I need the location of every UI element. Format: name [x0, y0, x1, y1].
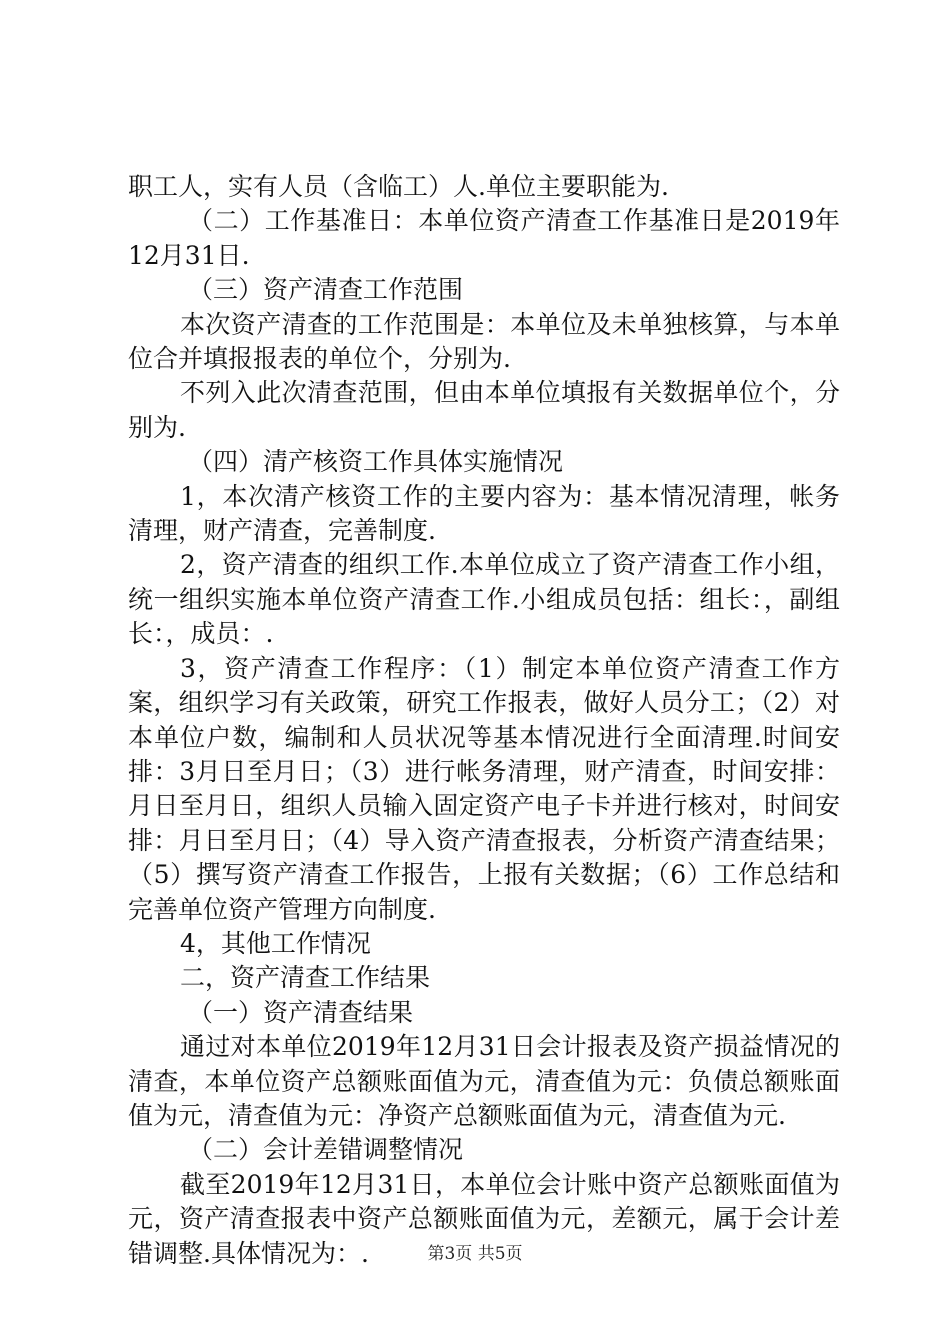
paragraph-results-subheading: （一）资产清查结果: [188, 997, 414, 1027]
paragraph-excluded: 不列入此次清查范围，但由本单位填报有关数据单位个，分别为.: [128, 378, 840, 442]
paragraph-implementation-heading: （四）清产核资工作具体实施情况: [188, 447, 564, 477]
document-body: [128, 170, 840, 1271]
paragraph-staff-info: 职工人，实有人员（含临工）人.单位主要职能为.: [128, 172, 669, 201]
paragraph-procedure: 3，资产清查工作程序：（1）制定本单位资产清查工作方案，组织学习有关政策，研究工作报表，做好人员分工；（2）对本单位户数，编制和人员状况等基本情况进行全面清理.时间安排：3月日至月日；（3）进行帐务清理，财产清查，时间安排：月日至月日，组织人员输入固定资产电子卡并进行核对，时间安排：月日至月日；（4）导入资产清查报表，分析资产清查结果；（5）撰写资产清查工作报告，上报有关数据；（6）工作总结和完善单位资产管理方向制度.: [128, 653, 840, 924]
paragraph-organization: 2，资产清查的组织工作.本单位成立了资产清查工作小组，统一组织实施本单位资产清查工作.小组成员包括：组长：，副组长：，成员：.: [128, 550, 840, 649]
paragraph-base-date: （二）工作基准日：本单位资产清查工作基准日是2019年12月31日.: [128, 206, 840, 270]
paragraph-adjustment: 截至2019年12月31日，本单位会计账中资产总额账面值为元，资产清查报表中资产总额账面值为元，差额元，属于会计差错调整.具体情况为：.: [128, 1169, 840, 1268]
paragraph-results: 通过对本单位2019年12月31日会计报表及资产损益情况的清查，本单位资产总额账面值为元，清查值为元：负债总额账面值为元，清查值为元：净资产总额账面值为元，清查值为元.: [128, 1032, 840, 1130]
paragraph-scope-heading: （三）资产清查工作范围: [188, 275, 464, 305]
paragraph-main-content: 1，本次清产核资工作的主要内容为：基本情况清理，帐务清理，财产清查，完善制度.: [128, 481, 840, 546]
page-footer: 第3页 共5页: [427, 1244, 523, 1264]
paragraph-scope: 本次资产清查的工作范围是：本单位及未单独核算，与本单位合并填报报表的单位个，分别为.: [128, 309, 840, 374]
paragraph-other-work: 4，其他工作情况: [180, 928, 371, 958]
paragraph-adjustment-heading: （二）会计差错调整情况: [188, 1135, 464, 1165]
paragraph-results-heading: 二，资产清查工作结果: [180, 963, 431, 993]
